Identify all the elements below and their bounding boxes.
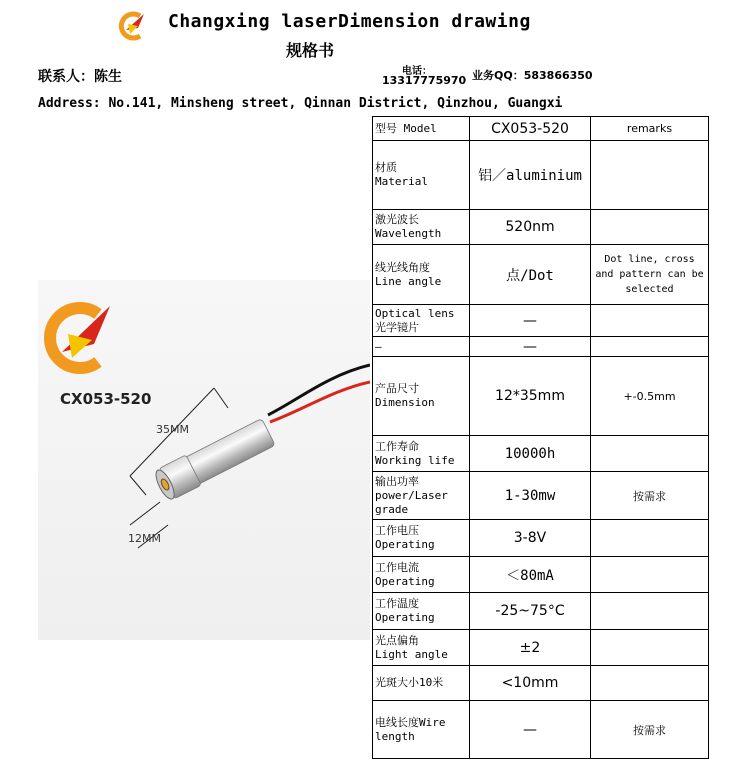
spec-value: 点/Dot bbox=[470, 245, 591, 305]
length-dimension-label: 35MM bbox=[156, 423, 189, 436]
spec-label-en: Dimension bbox=[375, 396, 435, 409]
spec-label-en: Wavelength bbox=[375, 227, 442, 240]
spec-value: — bbox=[470, 701, 591, 759]
spec-remarks bbox=[591, 593, 709, 630]
spec-value: CX053-520 bbox=[470, 117, 591, 141]
spec-label bbox=[373, 593, 470, 630]
spec-label-en: length bbox=[375, 729, 415, 743]
table-row bbox=[373, 472, 709, 520]
spec-label-zh: 工作电压 bbox=[375, 524, 419, 537]
spec-remarks bbox=[591, 557, 709, 593]
spec-label bbox=[373, 117, 470, 141]
business-qq: 业务QQ：583866350 bbox=[472, 69, 593, 82]
spec-label bbox=[373, 305, 470, 337]
table-row bbox=[373, 210, 709, 245]
spec-label bbox=[373, 337, 470, 357]
spec-value: ＜80mA bbox=[470, 557, 591, 593]
diameter-dimension-label: 12MM bbox=[128, 532, 161, 545]
spec-label-zh: 电线长度Wire bbox=[375, 715, 446, 729]
spec-label-zh: 材质 bbox=[375, 161, 397, 174]
spec-label-en: Operating bbox=[375, 574, 435, 588]
spec-remarks bbox=[591, 337, 709, 357]
spec-value: -25~75°C bbox=[470, 593, 591, 630]
spec-remarks bbox=[591, 141, 709, 210]
table-row bbox=[373, 666, 709, 701]
spec-label bbox=[373, 520, 470, 557]
spec-remarks bbox=[591, 436, 709, 472]
table-row bbox=[373, 557, 709, 593]
company-logo-icon bbox=[116, 10, 148, 42]
spec-label-zh: 光点偏角 bbox=[375, 633, 419, 647]
table-row bbox=[373, 630, 709, 666]
table-row bbox=[373, 141, 709, 210]
spec-label-zh: — bbox=[375, 339, 382, 353]
spec-label-zh: 光学镜片 bbox=[375, 320, 419, 334]
company-address: Address: No.141, Minsheng street, Qinnan District, Qinzhou, Guangxi bbox=[38, 96, 563, 111]
spec-value: 1-30mw bbox=[470, 472, 591, 520]
spec-value: 3-8V bbox=[470, 520, 591, 557]
spec-label-zh: 输出功率 bbox=[375, 474, 419, 488]
spec-value: <10mm bbox=[470, 666, 591, 701]
spec-label-en: Working life bbox=[375, 453, 455, 467]
phone-label: 电话： bbox=[402, 66, 432, 77]
spec-value: — bbox=[470, 337, 591, 357]
spec-value: 铝／aluminium bbox=[470, 141, 591, 210]
table-row bbox=[373, 245, 709, 305]
phone-number: 13317775970 bbox=[382, 74, 467, 87]
spec-value: ±2 bbox=[470, 630, 591, 666]
table-row bbox=[373, 337, 709, 357]
spec-label bbox=[373, 701, 470, 759]
table-row bbox=[373, 520, 709, 557]
spec-label-en: Operating bbox=[375, 538, 435, 551]
spec-label-zh: 型号 Model bbox=[375, 121, 437, 135]
spec-value: 12*35mm bbox=[470, 357, 591, 436]
table-row bbox=[373, 305, 709, 337]
spec-label-en: Optical lens bbox=[375, 306, 455, 320]
spec-label bbox=[373, 245, 470, 305]
table-row bbox=[373, 701, 709, 759]
spec-label-zh: 光斑大小10米 bbox=[375, 676, 444, 689]
spec-remarks bbox=[591, 210, 709, 245]
spec-label-en: Line angle bbox=[375, 274, 442, 288]
table-row bbox=[373, 357, 709, 436]
spec-remarks: remarks bbox=[591, 117, 709, 141]
spec-remarks: 按需求 bbox=[591, 701, 709, 759]
spec-value: 520nm bbox=[470, 210, 591, 245]
spec-remarks: Dot line, cross and pattern can be selected bbox=[591, 245, 709, 305]
spec-remarks: +-0.5mm bbox=[591, 357, 709, 436]
spec-label bbox=[373, 666, 470, 701]
contact-person: 联系人：陈生 bbox=[38, 69, 122, 85]
table-row bbox=[373, 593, 709, 630]
spec-label bbox=[373, 557, 470, 593]
spec-label bbox=[373, 630, 470, 666]
specification-table bbox=[372, 116, 709, 759]
spec-label-zh: 工作寿命 bbox=[375, 439, 419, 453]
spec-remarks bbox=[591, 630, 709, 666]
spec-label bbox=[373, 210, 470, 245]
brand-logo-icon bbox=[40, 300, 114, 376]
spec-remarks bbox=[591, 666, 709, 701]
spec-label bbox=[373, 472, 470, 520]
table-row bbox=[373, 117, 709, 141]
spec-label-zh: 工作温度 bbox=[375, 597, 419, 610]
spec-remarks bbox=[591, 520, 709, 557]
spec-label-zh: 工作电流 bbox=[375, 560, 419, 574]
spec-value: 10000h bbox=[470, 436, 591, 472]
product-model-label: CX053-520 bbox=[60, 390, 152, 408]
spec-label-zh: 激光波长 bbox=[375, 213, 419, 226]
spec-label-en: power/Laser grade bbox=[375, 488, 448, 516]
spec-label bbox=[373, 436, 470, 472]
spec-label-zh: 线光线角度 bbox=[375, 260, 430, 274]
spec-remarks: 按需求 bbox=[591, 472, 709, 520]
spec-label-zh: 产品尺寸 bbox=[375, 382, 419, 395]
spec-remarks bbox=[591, 305, 709, 337]
document-subtitle: 规格书 bbox=[286, 41, 335, 60]
spec-label bbox=[373, 357, 470, 436]
spec-label-en: Light angle bbox=[375, 647, 448, 661]
spec-value: — bbox=[470, 305, 591, 337]
table-row bbox=[373, 436, 709, 472]
product-image bbox=[38, 280, 370, 640]
spec-label-en: Material bbox=[375, 175, 428, 188]
spec-label-en: Operating bbox=[375, 611, 435, 624]
document-title: Changxing laserDimension drawing bbox=[168, 11, 531, 32]
spec-label bbox=[373, 141, 470, 210]
